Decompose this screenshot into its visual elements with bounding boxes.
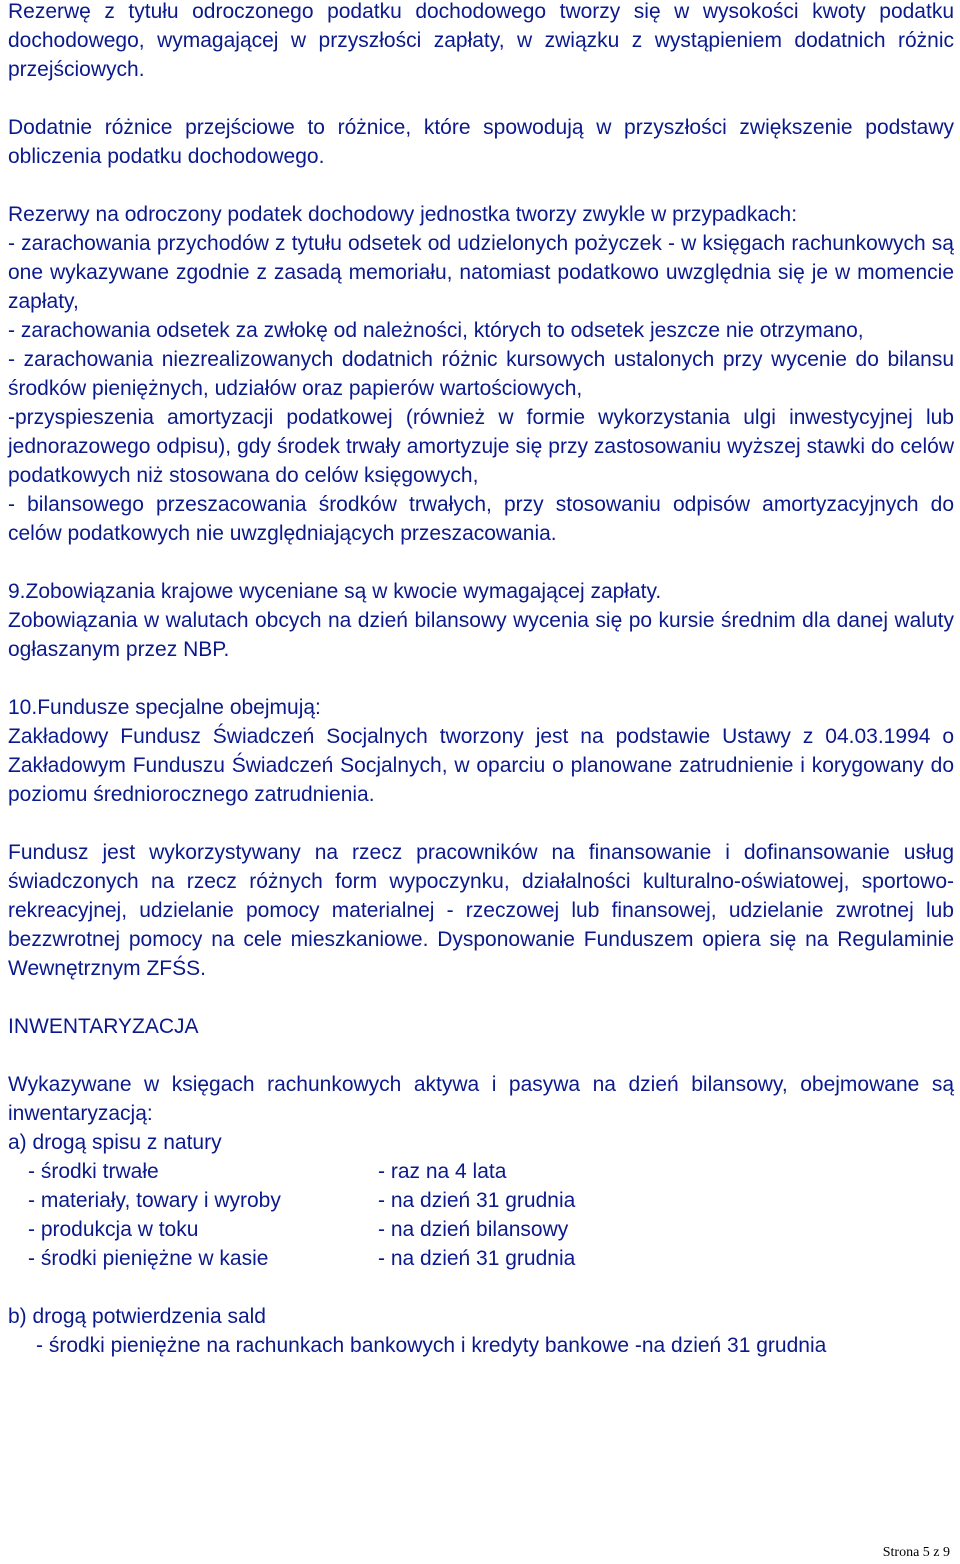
table-row	[8, 1215, 954, 1244]
list-item: - zarachowania przychodów z tytułu odsetek od udzielonych pożyczek - w księgach rachunkowych są one wykazywane zgodnie z zasadą memoriału, natomiast podatkowo uwzględnia się je w momencie zapłaty,	[8, 232, 954, 313]
special-funds-heading: 10.Fundusze specjalne obejmują:	[8, 696, 321, 719]
liabilities-body: Zobowiązania w walutach obcych na dzień bilansowy wycenia się po kursie średnim dla danej waluty ogłaszanym przez NBP.	[8, 609, 954, 661]
list-item: - zarachowania odsetek za zwłokę od należności, których to odsetek jeszcze nie otrzymano,	[8, 319, 864, 342]
inventory-intro: Wykazywane w księgach rachunkowych aktywa i pasywa na dzień bilansowy, obejmowane są inwentaryzacją:	[8, 1073, 954, 1125]
list-item: - bilansowego przeszacowania środków trwałych, przy stosowaniu odpisów amortyzacyjnych do celów podatkowych nie uwzględniających przeszacowania.	[8, 493, 954, 545]
section-special-funds	[8, 693, 954, 809]
section-inventory-b	[8, 1302, 954, 1360]
section-liabilities	[8, 577, 954, 664]
special-funds-body: Zakładowy Fundusz Świadczeń Socjalnych tworzony jest na podstawie Ustawy z 04.03.1994 o Zakładowym Funduszu Świadczeń Socjalnych, w oparciu o planowane zatrudnienie i korygowany do poziomu średniorocznego zatrudnienia.	[8, 725, 954, 806]
list-item: - zarachowania niezrealizowanych dodatnich różnic kursowych ustalonych przy wycenie do bilansu środków pieniężnych, udziałów oraz papierów wartościowych,	[8, 348, 954, 400]
paragraph-fund-usage: Fundusz jest wykorzystywany na rzecz pracowników na finansowanie i dofinansowanie usług świadczonych na rzecz różnych form wypoczynku, działalności kulturalno-oświatowej, sportowo-rekreacyjnej, udzielanie pomocy materialnej - rzeczowej lub finansowej, udzielanie zwrotnej lub bezzwrotnej pomocy na cele mieszkaniowe. Dysponowanie Funduszem opiera się na Regulaminie Wewnętrznym ZFŚS.	[8, 841, 954, 980]
table-row	[8, 1157, 954, 1186]
inventory-item: - środki trwałe	[28, 1160, 159, 1183]
section-inventory	[8, 1070, 954, 1273]
inventory-item: - produkcja w toku	[28, 1218, 199, 1241]
inventory-item: - środki pieniężne w kasie	[28, 1247, 269, 1270]
reserve-cases-intro: Rezerwy na odroczony podatek dochodowy jednostka tworzy zwykle w przypadkach:	[8, 203, 798, 226]
table-row	[8, 1244, 954, 1273]
inventory-section-b-item: - środki pieniężne na rachunkach bankowych i kredyty bankowe -na dzień 31 grudnia	[36, 1334, 827, 1357]
paragraph-positive-differences: Dodatnie różnice przejściowe to różnice, które spowodują w przyszłości zwiększenie podstawy obliczenia podatku dochodowego.	[8, 116, 954, 168]
table-row	[8, 1186, 954, 1215]
document-page	[8, 0, 954, 1360]
list-item: -przyspieszenia amortyzacji podatkowej (również w formie wykorzystania ulgi inwestycyjnej lub jednorazowego odpisu), gdy środek trwały amortyzuje się przy zastosowaniu wyższej stawki do celów podatkowych niż stosowana do celów księgowych,	[8, 406, 954, 487]
liabilities-heading: 9.Zobowiązania krajowe wyceniane są w kwocie wymagającej zapłaty.	[8, 580, 662, 603]
inventory-when: - raz na 4 lata	[378, 1160, 507, 1183]
inventory-when: - na dzień bilansowy	[378, 1218, 569, 1241]
paragraph-deferred-tax-reserve: Rezerwę z tytułu odroczonego podatku dochodowego tworzy się w wysokości kwoty podatku dochodowego, wymagającej w przyszłości zapłaty, w związku z wystąpieniem dodatnich różnic przejściowych.	[8, 0, 954, 81]
inventory-section-b: b) drogą potwierdzenia sald	[8, 1305, 266, 1328]
inventory-when: - na dzień 31 grudnia	[378, 1189, 576, 1212]
inventory-section-a: a) drogą spisu z natury	[8, 1131, 222, 1154]
section-reserve-cases	[8, 200, 954, 548]
inventory-heading: INWENTARYZACJA	[8, 1015, 199, 1038]
page-number: Strona 5 z 9	[882, 1545, 950, 1560]
inventory-item: - materiały, towary i wyroby	[28, 1189, 281, 1212]
inventory-when: - na dzień 31 grudnia	[378, 1247, 576, 1270]
